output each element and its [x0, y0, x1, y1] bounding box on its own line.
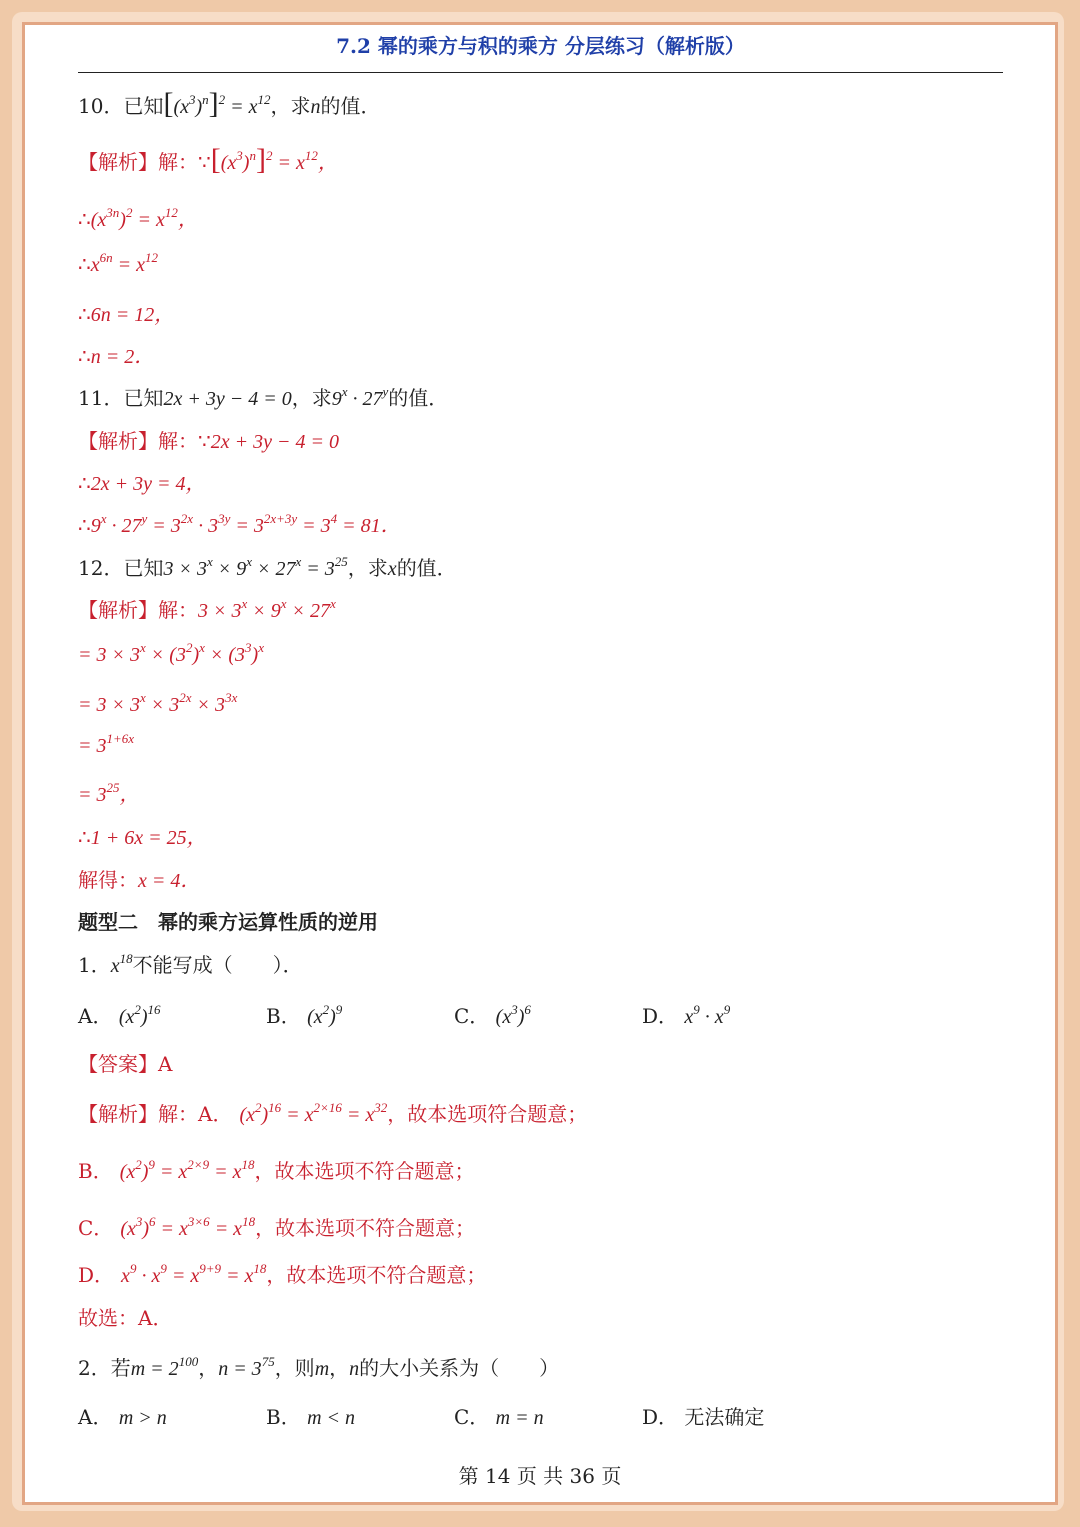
p1-answer: 【答案】 A — [78, 1052, 173, 1076]
p1-solution-b: B． $(x^2)^9 = x^{2\times 9} = x^{18}$ ，故本选项不符合题意； — [78, 1156, 475, 1183]
q10-solution-line-1: 【解析】解： ∵ $[(x^3)^n]^2 = x^{12}$， — [78, 143, 338, 176]
q12-solution-line-1: 【解析】解： $3 \times 3^x \times 9^x \times 27^x$ — [78, 595, 336, 622]
question-10: 10．已知 $[(x^3)^n]^2 = x^{12}$ ，求 n 的值． — [78, 87, 381, 120]
p1-option-d[interactable]: D． $x^9 \cdot x^9$ — [642, 1001, 731, 1028]
p2-option-b[interactable]: B． m < n — [266, 1405, 356, 1429]
question-12: 12．已知 $3 \times 3^x \times 9^x \times 27^x = 3^{25}$ ，求 x 的值． — [78, 553, 457, 580]
q11-solution-line-1: 【解析】解： ∵ 2x + 3y − 4 = 0 — [78, 429, 339, 453]
p1-solution-c: C． $(x^3)^6 = x^{3\times 6} = x^{18}$ ，故本选项不符合题意； — [78, 1213, 476, 1240]
p1-option-a[interactable]: A． $(x^2)^{16}$ — [78, 1001, 161, 1028]
p2-option-a[interactable]: A． m > n — [78, 1405, 167, 1429]
q12-solution-line-3: = $3 \times 3^x \times 3^{2x} \times 3^{3x}$ — [78, 689, 238, 716]
q12-solution-line-2: = $3 \times 3^x \times (3^2)^x \times (3^3)^x$ — [78, 639, 264, 666]
q12-solution-line-5: = $3^{25}$， — [78, 779, 140, 806]
p1-final-choice: 故选：A． — [78, 1306, 173, 1330]
q11-solution-line-3: ∴ $9^x \cdot 27^y = 3^{2x} \cdot 3^{3y} = 3^{2x+3y} = 3^4 = 81$． — [78, 510, 401, 537]
problem-1: 1． $x^{18}$ 不能写成（ ）． — [78, 950, 303, 977]
p2-option-c[interactable]: C． m = n — [454, 1405, 544, 1429]
question-11: 11．已知 2x + 3y − 4 = 0 ，求 $9^x \cdot 27^y$ 的值． — [78, 383, 449, 410]
q12-solution-line-4: = $3^{1+6x}$ — [78, 730, 135, 757]
q10-solution-line-5: ∴ n = 2． — [78, 344, 155, 368]
q12-solution-line-7: 解得： x = 4． — [78, 868, 201, 892]
p1-solution-a: 【解析】解： A． $(x^2)^{16} = x^{2\times 16} = x^{32}$ ，故本选项符合题意； — [78, 1099, 588, 1126]
p1-solution-d: D． $x^9 \cdot x^9 = x^{9+9} = x^{18}$ ，故本选项不符合题意； — [78, 1260, 487, 1287]
p1-option-b[interactable]: B． $(x^2)^9$ — [266, 1001, 343, 1028]
q12-solution-line-6: ∴ 1 + 6x = 25， — [78, 825, 207, 849]
q10-solution-line-3: ∴ $x^{6n} = x^{12}$ — [78, 249, 158, 276]
q11-solution-line-2: ∴ 2x + 3y = 4， — [78, 471, 206, 495]
question-10-equation: $[(x^3)^n]^2 = x^{12}$ — [163, 87, 271, 120]
page-header-title: 7.2 幂的乘方与积的乘方 分层练习（解析版） — [78, 30, 1003, 73]
page-footer: 第 14 页 共 36 页 — [458, 1464, 622, 1488]
p2-option-d[interactable]: D． 无法确定 — [642, 1405, 765, 1429]
problem-2: 2．若 $m = 2^{100}$ ， $n = 3^{75}$ ，则 m ， n 的大小关系为（ ） — [78, 1353, 560, 1380]
section-heading: 题型二 幂的乘方运算性质的逆用 — [78, 910, 378, 934]
q10-solution-line-2: ∴ $(x^{3n})^2 = x^{12}$， — [78, 204, 198, 231]
q10-solution-line-4: ∴ 6n = 12， — [78, 302, 175, 326]
p1-option-c[interactable]: C． $(x^3)^6$ — [454, 1001, 531, 1028]
